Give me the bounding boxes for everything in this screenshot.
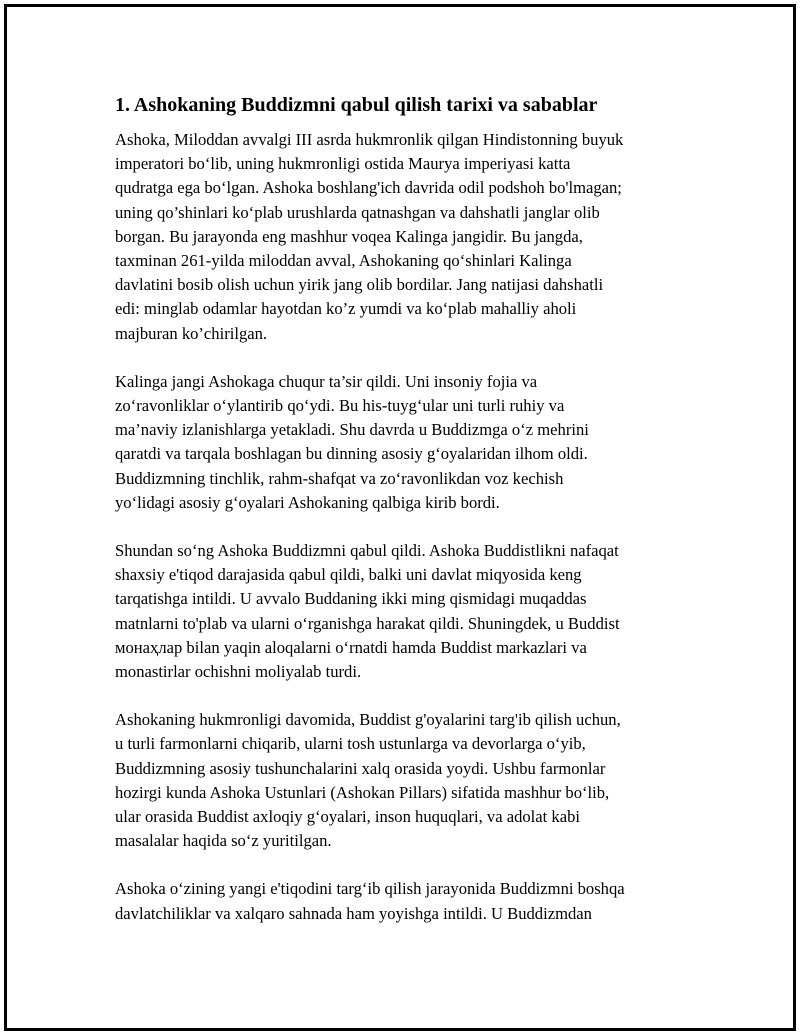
section-title: 1. Ashokaning Buddizmni qabul qilish tarixi va sabablar (115, 94, 598, 116)
text-line: uning qo’shinlari ko‘plab urushlarda qatnashgan va dahshatli janglar olib (115, 202, 600, 222)
text-line: shaxsiy e'tiqod darajasida qabul qildi, balki uni davlat miqyosida keng (115, 565, 582, 585)
text-line: Ashokaning hukmronligi davomida, Buddist g'oyalarini targ'ib qilish uchun, (115, 710, 621, 730)
text-line: qudratga ega boʻlgan. Ashoka boshlang'ich davrida odil podshoh bo'lmagan; (115, 178, 622, 198)
paragraph-4 (115, 708, 695, 853)
text-line: majburan ko’chirilgan. (115, 323, 268, 343)
text-line: davlatini bosib olish uchun yirik jang olib bordilar. Jang natijasi dahshatli (115, 275, 604, 295)
text-line: monastirlar ochishni moliyalab turdi. (115, 662, 362, 682)
text-line: Kalinga jangi Ashokaga chuqur ta’sir qildi. Uni insoniy fojia va (115, 371, 538, 391)
text-line: tarqatishga intildi. U avvalo Buddaning ikki ming qismidagi muqaddas (115, 589, 587, 609)
text-line: Ashoka, Miloddan avvalgi III asrda hukmronlik qilgan Hindistonning buyuk (115, 130, 624, 149)
text-line: yo‘lidagi asosiy g‘oyalari Ashokaning qalbiga kirib bordi. (115, 492, 500, 512)
text-line: davlatchiliklar va xalqaro sahnada ham yoyishga intildi. U Buddizmdan (115, 903, 592, 923)
text-line: Shundan so‘ng Ashoka Buddizmni qabul qildi. Ashoka Buddistlikni nafaqat (115, 541, 619, 561)
paragraph-5 (115, 877, 695, 925)
text-line: imperatori boʻlib, uning hukmronligi ostida Maurya imperiyasi katta (115, 154, 571, 174)
paragraph-3 (115, 539, 695, 684)
text-line: ular orasida Buddist axloqiy g‘oyalari, inson huquqlari, va adolat kabi (115, 807, 580, 827)
text-line: masalalar haqida so‘z yuritilgan. (115, 831, 332, 851)
paragraph-2 (115, 370, 695, 515)
text-line: matnlarni to'plab va ularni o‘rganishga harakat qildi. Shuningdek, u Buddist (115, 613, 620, 633)
text-line: монаҳлар bilan yaqin aloqalarni o‘rnatdi hamda Buddist markazlari va (115, 637, 587, 657)
text-line: Buddizmning asosiy tushunchalarini xalq orasida yoydi. Ushbu farmonlar (115, 758, 606, 778)
document-body (115, 92, 695, 950)
text-line: u turli farmonlarni chiqarib, ularni tosh ustunlarga va devorlarga o‘yib, (115, 734, 586, 754)
text-line: ma’naviy izlanishlarga yetakladi. Shu davrda u Buddizmga o‘z mehrini (115, 420, 589, 440)
text-line: borgan. Bu jarayonda eng mashhur voqea Kalinga jangidir. Bu jangda, (115, 226, 583, 246)
paragraph-1 (115, 128, 695, 346)
text-line: hozirgi kunda Ashoka Ustunlari (Ashokan Pillars) sifatida mashhur bo‘lib, (115, 782, 610, 802)
text-line: qaratdi va tarqala boshlagan bu dinning asosiy g‘oyalaridan ilhom oldi. (115, 444, 588, 464)
text-line: zo‘ravonliklar o‘ylantirib qo‘ydi. Bu his-tuyg‘ular uni turli ruhiy va (115, 396, 565, 416)
text-line: Buddizmning tinchlik, rahm-shafqat va zo‘ravonlikdan voz kechish (115, 468, 564, 488)
text-line: edi: minglab odamlar hayotdan ko’z yumdi va ko‘plab mahalliy aholi (115, 299, 577, 319)
text-line: Ashoka o‘zining yangi e'tiqodini targ‘ib qilish jarayonida Buddizmni boshqa (115, 879, 625, 899)
text-line: taxminan 261-yilda miloddan avval, Ashokaning qo‘shinlari Kalinga (115, 251, 572, 271)
